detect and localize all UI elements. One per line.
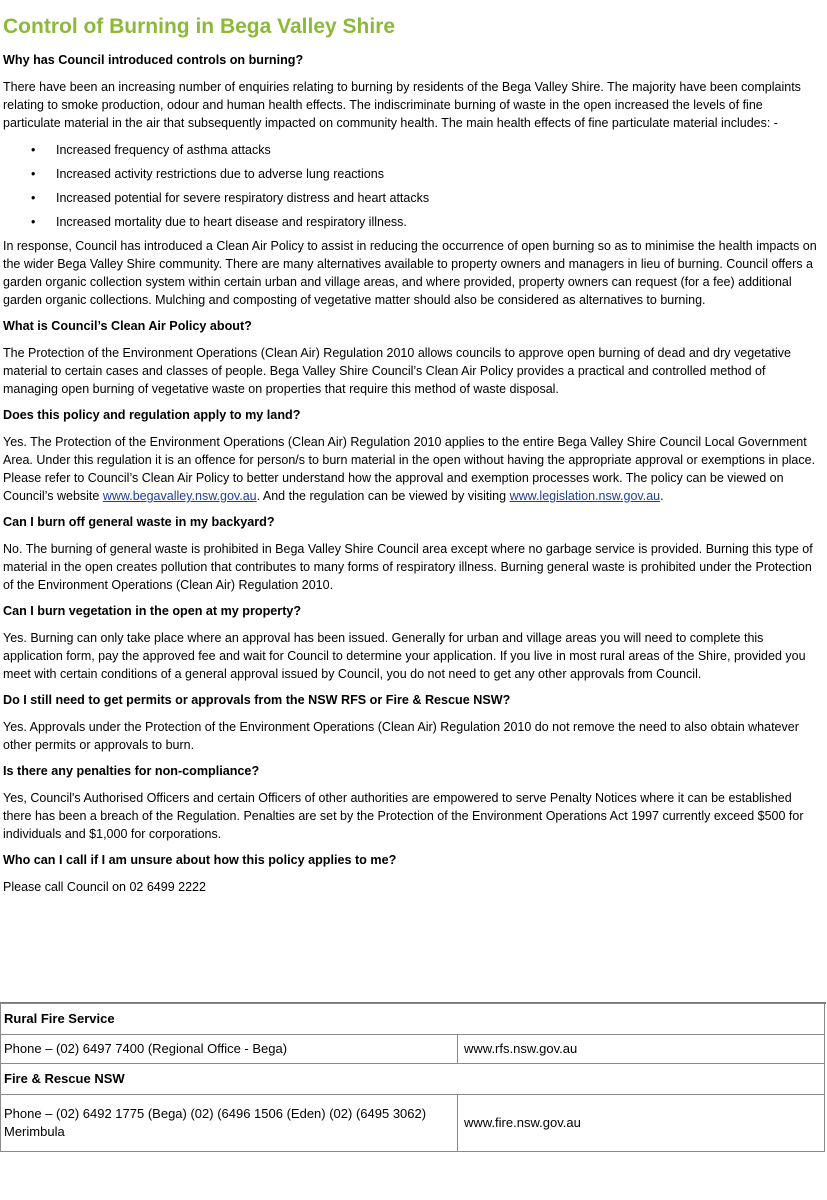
paragraph-text: . And the regulation can be viewed by visiting <box>256 489 510 503</box>
section-paragraph: Yes. Burning can only take place where an approval has been issued. Generally for urban and village areas you will need to complete this application form, pay the approved fee and wait for Council to determine your application. If you live in most rural areas of the Shire, provided you meet with certain conditions of a general approval issued by Council, you do not need to get any other approvals from Council. <box>3 631 806 681</box>
list-item: • Increased activity restrictions due to adverse lung reactions <box>3 165 817 183</box>
section-heading-general-waste: Can I burn off general waste in my backyard? <box>3 515 275 529</box>
rfs-website: www.rfs.nsw.gov.au <box>458 1035 825 1064</box>
section-heading-policy: What is Council’s Clean Air Policy about? <box>3 319 252 333</box>
section-heading-permits: Do I still need to get permits or approvals from the NSW RFS or Fire & Rescue NSW? <box>3 693 511 707</box>
frnsw-phone: Phone – (02) 6492 1775 (Bega) (02) (6496 1506 (Eden) (02) (6495 3062) Merimbula <box>1 1095 458 1152</box>
section-heading-vegetation: Can I burn vegetation in the open at my property? <box>3 604 302 618</box>
table-row <box>1 1035 825 1064</box>
health-effects-list <box>3 141 817 231</box>
section-heading-contact: Who can I call if I am unsure about how this policy applies to me? <box>3 853 397 867</box>
section-paragraph <box>3 433 817 505</box>
frnsw-website: www.fire.nsw.gov.au <box>458 1095 825 1152</box>
section-paragraph: No. The burning of general waste is prohibited in Bega Valley Shire Council area except where no garbage service is provided. Burning this type of material in the open creates pollution that contributes to many forms of respiratory illness. Burning general waste is prohibited under the Protection of the Environment Operations (Clean Air) Regulation 2010. <box>3 542 813 592</box>
section-paragraph: There have been an increasing number of enquiries relating to burning by residents of the Bega Valley Shire. The majority have been complaints relating to smoke production, odour and human health effects. The indiscriminate burning of waste in the open increased the levels of fine particulate material in the air that subsequently impacted on community health. The main health effects of fine particulate material includes: - <box>3 80 801 130</box>
table-row <box>1 1095 825 1152</box>
legislation-website-link[interactable]: www.legislation.nsw.gov.au <box>509 489 661 503</box>
table-row <box>1 1064 825 1095</box>
section-paragraph: In response, Council has introduced a Clean Air Policy to assist in reducing the occurrence of open burning so as to minimise the health impacts on the wider Bega Valley Shire community. There are many alternatives available to property owners and managers in lieu of burning. Council offers a garden organic collection system within certain urban and village areas, and where provided, property owners can request (for a fee) additional garden organic collections. Mulching and composting of vegetative matter should also be considered as alternatives to burning. <box>3 239 817 307</box>
council-website-link[interactable]: www.begavalley.nsw.gov.au <box>102 489 257 503</box>
section-heading-why: Why has Council introduced controls on burning? <box>3 53 304 67</box>
section-paragraph: Please call Council on 02 6499 2222 <box>3 880 206 894</box>
section-heading-penalties: Is there any penalties for non-compliance? <box>3 764 260 778</box>
section-paragraph: Yes, Council's Authorised Officers and certain Officers of other authorities are empowered to serve Penalty Notices where it can be established there has been a breach of the Regulation. Penalties are set by the Protection of the Environment Operations Act 1997 currently exceed $500 for individuals and $1,000 for corporations. <box>3 791 804 841</box>
contacts-table <box>0 1003 825 1152</box>
list-item: • Increased frequency of asthma attacks <box>3 141 817 159</box>
paragraph-text: Yes. The Protection of the Environment Operations (Clean Air) Regulation 2010 applies to the entire Bega Valley Shire Council Local Government Area. Under this regulation it is an offence for person/s to burn material in the open without having the appropriate approval or exemptions in place. Please refer to Council’s Clean Air Policy to better understand how the approval and exemption processes work. The policy can be viewed on Council’s website <box>3 435 816 503</box>
frnsw-heading: Fire & Rescue NSW <box>1 1064 825 1095</box>
section-heading-apply: Does this policy and regulation apply to my land? <box>3 408 301 422</box>
paragraph-text: . <box>660 489 664 503</box>
rfs-phone: Phone – (02) 6497 7400 (Regional Office - Bega) <box>1 1035 458 1064</box>
page-title: Control of Burning in Bega Valley Shire <box>3 15 396 38</box>
section-paragraph: The Protection of the Environment Operations (Clean Air) Regulation 2010 allows councils to approve open burning of dead and dry vegetative material to certain cases and classes of people. Bega Valley Shire Council’s Clean Air Policy provides a practical and controlled method of managing open burning of vegetative waste on properties that require this method of waste disposal. <box>3 346 791 396</box>
table-row <box>1 1004 825 1035</box>
rfs-heading: Rural Fire Service <box>1 1004 825 1035</box>
section-paragraph: Yes. Approvals under the Protection of the Environment Operations (Clean Air) Regulation 2010 do not remove the need to also obtain whatever other permits or approvals to burn. <box>3 720 799 752</box>
list-item: • Increased potential for severe respiratory distress and heart attacks <box>3 189 817 207</box>
list-item: • Increased mortality due to heart disease and respiratory illness. <box>3 213 817 231</box>
